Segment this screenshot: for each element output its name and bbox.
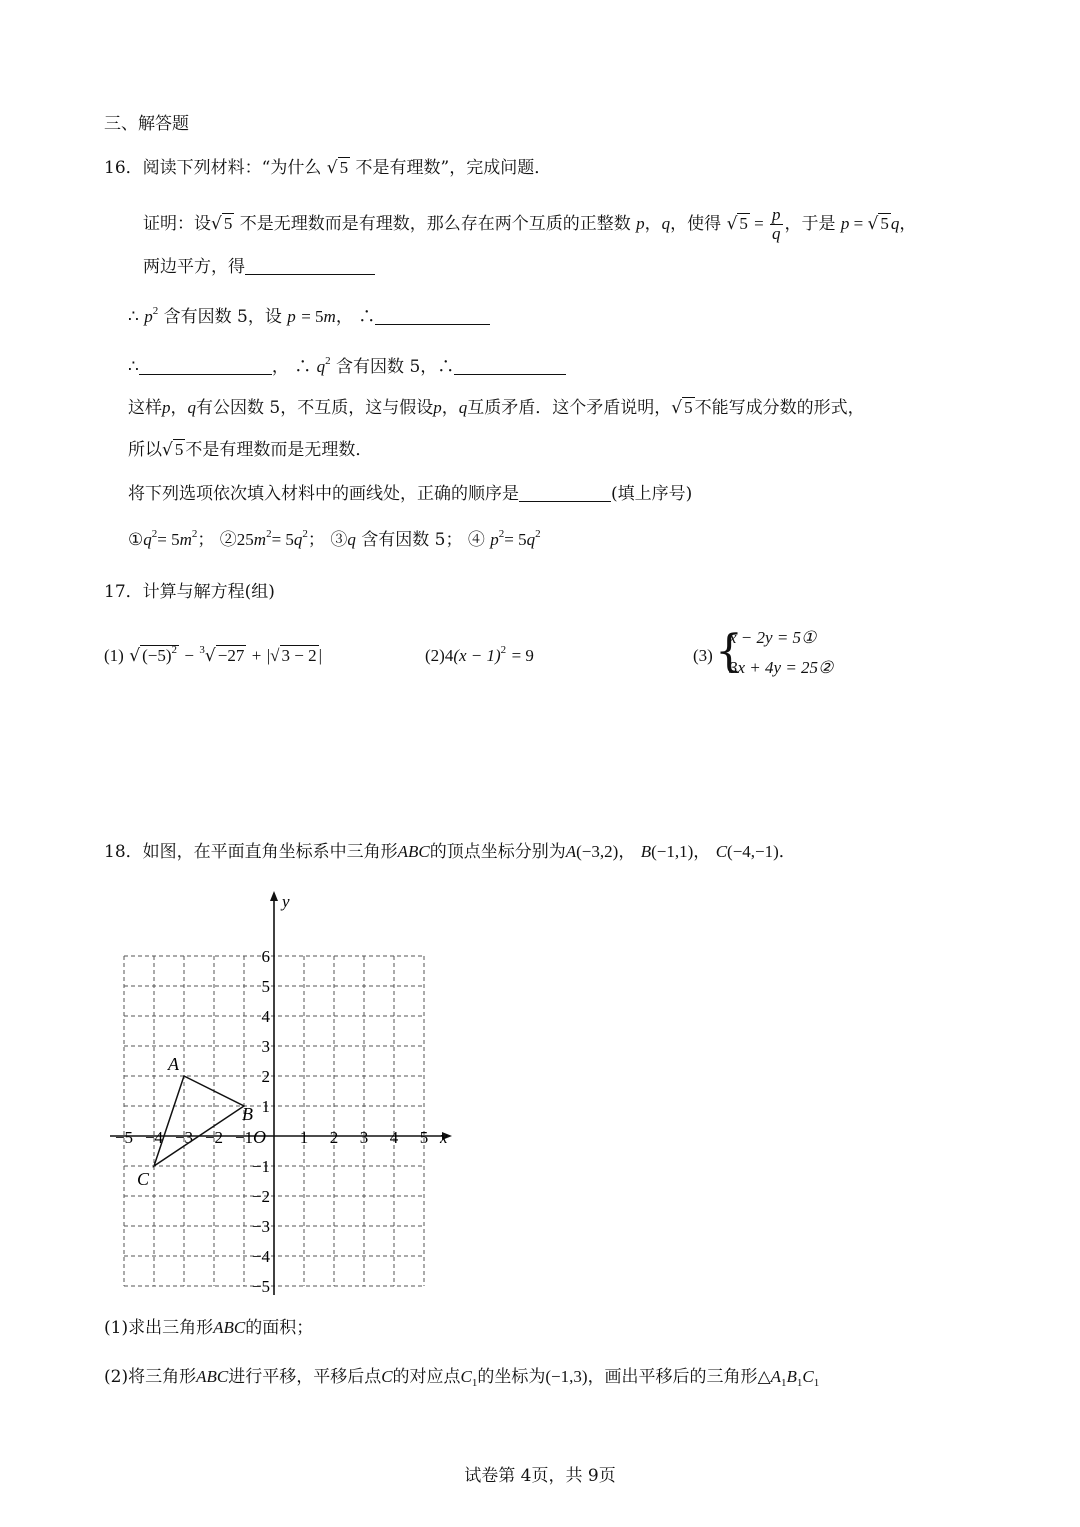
system-eq-2: 3x + 4y = 25② (729, 658, 834, 677)
y-tick-label: 2 (261, 1067, 270, 1086)
x-tick-label: 2 (329, 1128, 339, 1147)
line1-eq: = 5 (301, 307, 324, 326)
line2-text: 含有因数 5， (336, 357, 438, 377)
system-brace: { (715, 626, 743, 677)
sqrt-expression: √ $(-5)^2$ (129, 644, 177, 666)
var-p: p (636, 213, 645, 233)
x-tick-label: 3 (359, 1128, 369, 1147)
concl-f: 不是有理数而是无理数． (185, 440, 373, 460)
var-q: q (187, 398, 196, 417)
q16-conclusion (128, 398, 865, 418)
sep: ， (170, 398, 188, 418)
q16-intro (104, 158, 551, 178)
var-m: m (323, 307, 336, 326)
page-footer: 试卷第 4页，共 9页 (464, 1466, 616, 1486)
coordinate-grid (100, 885, 480, 1295)
therefore-symbol: ∴ (294, 357, 312, 377)
var-p: p (840, 213, 850, 233)
q16-therefore-2: ∴ ， ∴ $q^2$ 含有因数 5，∴ (128, 356, 566, 377)
y-tick-label: −3 (251, 1217, 270, 1236)
vertex-label-a: A (168, 1054, 179, 1074)
q17-part2: $(2)4(x - 1)^2 = 9$ (425, 644, 534, 665)
x-tick-label: −4 (144, 1128, 164, 1147)
therefore-symbol: ∴ (358, 307, 376, 327)
concl-c: 互质矛盾．这个矛盾说明， (467, 398, 672, 418)
q17-number: 17． (104, 582, 143, 602)
y-tick-label: −4 (251, 1247, 270, 1266)
q16-conclusion-2 (128, 440, 372, 460)
section-title: 三、解答题 (104, 114, 189, 134)
line1-text: 含有因数 5，设 (163, 307, 282, 327)
comma: ， (271, 357, 289, 377)
var-p: p (144, 307, 153, 326)
fraction-p-q: $\frac{p}{q}$ (772, 205, 781, 243)
y-tick-label: 5 (261, 977, 270, 996)
y-axis-arrow (270, 891, 278, 901)
answer-blank-4[interactable] (454, 356, 566, 375)
part-label: (2) (425, 646, 445, 665)
x-tick-label: −1 (234, 1128, 254, 1147)
option-4-marker: ④ (467, 530, 485, 550)
concl-a: 这样 (128, 398, 162, 418)
q18-number: 18． (104, 842, 143, 862)
q16-number: 16． (104, 158, 143, 178)
answer-blank-1[interactable] (245, 256, 375, 275)
x-tick-label: 5 (419, 1128, 429, 1147)
y-tick-label: −5 (251, 1277, 270, 1295)
proof-label: 证明：设 (143, 213, 211, 234)
sqrt-5: √ 5 (211, 213, 233, 234)
answer-blank-2[interactable] (375, 306, 490, 325)
y-tick-label: 3 (261, 1037, 270, 1056)
q16-proof-line (143, 206, 916, 243)
q16-intro-b: 不是有理数”，完成问题． (355, 158, 552, 178)
option-3-marker: ③ (330, 530, 348, 550)
q16-task (128, 483, 692, 504)
square-label: 两边平方，得 (143, 257, 245, 277)
y-tick-label: 6 (261, 947, 270, 966)
q17-title (104, 582, 275, 602)
sqrt-3: √ 3 − 2 (270, 646, 317, 665)
var-q: q (661, 213, 671, 233)
sqrt-5: √ 5 (867, 213, 889, 234)
var-q: q (316, 357, 326, 376)
q16-options: $①q^2= 5m^2$； $②25m^2= 5q^2$； ③q 含有因数 5； ④ $p^2= 5q^2$ (128, 528, 541, 550)
therefore-symbol: ∴ (128, 357, 139, 377)
sqrt-5: √ 5 (726, 213, 748, 234)
q18-text: 18．如图，在平面直角坐标系中三角形ABC的顶点坐标分别为A(−3,2)， B(−1,1)， C(−4,−1)． (104, 842, 796, 862)
sep: ， (441, 398, 459, 418)
therefore-symbol: ∴ (437, 357, 455, 377)
therefore-symbol: ∴ (128, 307, 139, 327)
var-p: p (287, 307, 296, 326)
var-q: q (890, 213, 900, 233)
q16-square-line (143, 256, 375, 277)
answer-blank-3[interactable] (139, 356, 272, 375)
part-label: (3) (693, 646, 713, 665)
x-tick-label: −5 (114, 1128, 134, 1147)
x-tick-label: −3 (174, 1128, 194, 1147)
var-q: q (458, 398, 468, 417)
origin-label: O (253, 1127, 266, 1147)
y-tick-label: −2 (251, 1187, 270, 1206)
sqrt-5: √ 5 (671, 398, 693, 418)
system-eq-1: x − 2y = 5① (729, 628, 817, 647)
vertex-label-b: B (242, 1104, 253, 1124)
q18-sub2: (2)将三角形ABC进行平移，平移后点C的对应点$C_1$的坐标为(−1,3)，画出平移后的三角形$\triangle A_1B_1C_1$ (104, 1367, 820, 1389)
proof-text-a: 不是无理数而是有理数，那么存在两个互质的正整数 (239, 213, 631, 234)
sep: ， (899, 213, 917, 234)
concl-e: 所以 (128, 440, 162, 460)
q16-intro-a: 阅读下列材料：“为什么 (142, 158, 322, 178)
concl-b: 有公因数 5，不互质，这与假设 (196, 398, 434, 418)
var-p: p (433, 398, 442, 417)
q17-title-text: 计算与解方程(组) (142, 582, 275, 602)
y-axis-label: y (282, 892, 290, 911)
y-tick-label: −1 (251, 1157, 270, 1176)
task-text: 将下列选项依次填入材料中的画线处，正确的顺序是 (128, 484, 519, 504)
proof-text-c: ，于是 (784, 213, 836, 234)
eq: = (849, 213, 868, 233)
option-1-marker: ① (128, 530, 144, 550)
task-hint: (填上序号) (611, 484, 693, 504)
x-axis-label: x (440, 1128, 448, 1147)
concl-d: 不能写成分数的形式， (694, 398, 865, 418)
sqrt-5: √ 5 (326, 158, 349, 178)
part-label: (1) (104, 646, 124, 665)
eq: = (749, 213, 768, 233)
q16-therefore-1: ∴ $p^2$ 含有因数 5，设 p = 5m， ∴ (128, 306, 490, 327)
sep: ， (335, 307, 353, 327)
triangle-abc (154, 1076, 244, 1166)
sep: ， (644, 213, 662, 234)
y-tick-label: 1 (261, 1097, 270, 1116)
q17-part1: (1) √ $(-5)^2 - ^3√ -27$ + |√ 3 − 2 | (104, 644, 322, 666)
option-2-marker: ② (219, 530, 237, 550)
vertex-label-c: C (137, 1169, 150, 1189)
cube-root-expression: $^3$√ −27 (199, 644, 245, 666)
var-p: p (162, 398, 171, 417)
answer-blank-order[interactable] (519, 483, 611, 502)
q18-sub1: (1)求出三角形ABC的面积； (104, 1318, 314, 1338)
x-tick-label: 1 (299, 1128, 309, 1147)
y-tick-label: 4 (261, 1007, 270, 1026)
x-tick-label: −2 (204, 1128, 224, 1147)
sqrt-5: √ 5 (162, 440, 184, 460)
proof-text-b: ，使得 (670, 213, 722, 234)
x-tick-label: 4 (389, 1128, 399, 1147)
